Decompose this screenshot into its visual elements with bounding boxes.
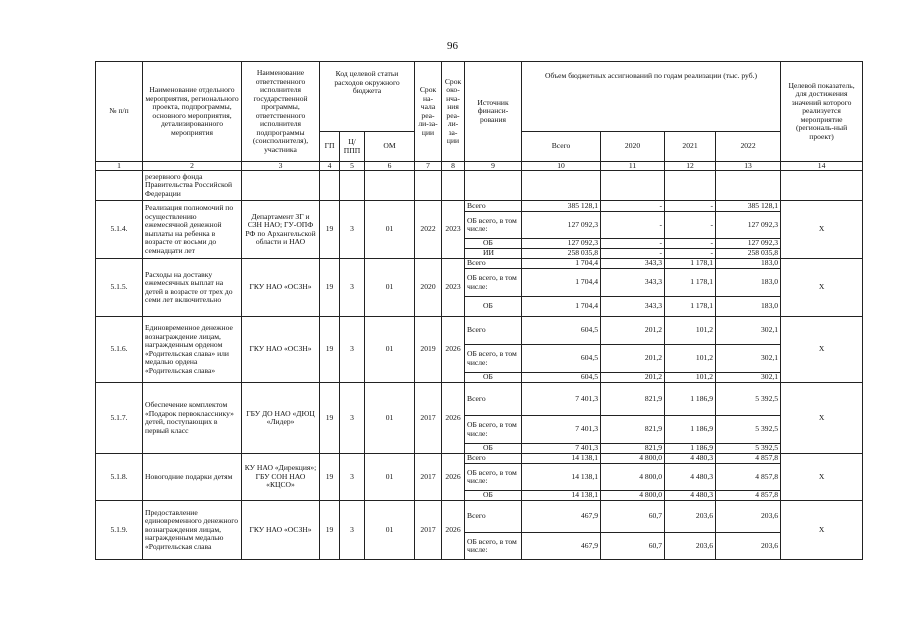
header-num: № п/п [96,62,143,162]
amount-total: 1 704,4 [522,269,601,297]
amount-2020: 343,3 [601,259,665,269]
amount-2022: 302,1 [716,373,781,383]
code-om: 01 [365,501,415,560]
start-year: 2017 [415,383,442,454]
header-2021: 2021 [665,132,716,162]
target-mark: X [781,317,863,383]
amount-total: 127 092,3 [522,239,601,249]
code-om: 01 [365,317,415,383]
end-year: 2026 [442,501,465,560]
code-om: 01 [365,201,415,259]
amount-2021: 203,6 [665,501,716,533]
amount-total: 7 401,3 [522,383,601,416]
colnum: 6 [365,162,415,171]
amount-2022: 5 392,5 [716,383,781,416]
amount-2021: 101,2 [665,345,716,373]
amount-2022: 5 392,5 [716,416,781,444]
source: Всего [465,454,522,464]
start-year: 2017 [415,454,442,501]
header-om: ОМ [365,132,415,162]
amount-total: 127 092,3 [522,212,601,239]
start-year: 2019 [415,317,442,383]
event-name: Реализация полномочий по осуществлению ежемесячной денежной выплаты на ребенка в возрасте от восьми до семнадцати лет [143,201,242,259]
amount-total: 7 401,3 [522,444,601,454]
amount-2022: 203,6 [716,533,781,560]
executor: ГКУ НАО «ОСЗН» [242,501,320,560]
executor: КУ НАО «Дирекция»; ГБУ СОН НАО «КЦСО» [242,454,320,501]
header-executor: Наименование ответственного исполнителя государственной программы, ответственного исполнителя подпрограммы (соисполнителя), участника [242,62,320,162]
header-source: Источник финанси-рования [465,62,522,162]
amount-2021: 203,6 [665,533,716,560]
page-number: 96 [447,40,458,52]
row-number: 5.1.6. [96,317,143,383]
amount-2022: 4 857,8 [716,464,781,491]
amount-2021: - [665,249,716,259]
code-gp: 19 [320,259,340,317]
amount-2020: 821,9 [601,444,665,454]
amount-2022: 183,0 [716,269,781,297]
amount-total: 14 138,1 [522,491,601,501]
amount-2020: 4 800,0 [601,491,665,501]
colnum: 7 [415,162,442,171]
amount-2021: - [665,201,716,212]
source: Всего [465,201,522,212]
event-name: Обеспечение комплектом «Подарок первокласснику» детей, поступающих в первый класс [143,383,242,454]
amount-2020: - [601,249,665,259]
amount-2022: 183,0 [716,259,781,269]
header-event-name: Наименование отдельного мероприятия, регионального проекта, подпрограммы, основного мероприятия, детализированного мероприятия [143,62,242,162]
amount-2021: 1 186,9 [665,444,716,454]
header-code-group: Код целевой статьи расходов окружного бюджета [320,62,415,132]
colnum: 14 [781,162,863,171]
header-ppp: Ц/ППП [340,132,365,162]
amount-2021: - [665,239,716,249]
amount-2022: 127 092,3 [716,239,781,249]
colnum: 3 [242,162,320,171]
amount-total: 467,9 [522,501,601,533]
amount-total: 14 138,1 [522,464,601,491]
row-number: 5.1.8. [96,454,143,501]
start-year: 2020 [415,259,442,317]
row-number: 5.1.4. [96,201,143,259]
executor: ГКУ НАО «ОСЗН» [242,259,320,317]
amount-2022: 203,6 [716,501,781,533]
amount-2021: - [665,212,716,239]
source: ОБ всего, в том числе: [465,464,522,491]
header-volume-group: Объем бюджетных ассигнований по годам реализации (тыс. руб.) [522,62,781,132]
code-gp: 19 [320,501,340,560]
target-mark: X [781,201,863,259]
source: ОБ всего, в том числе: [465,269,522,297]
header-end: Срок око-нча-ния реа-ли-за-ции [442,62,465,162]
amount-2022: 183,0 [716,297,781,317]
executor: Департамент ЗГ и СЗН НАО; ГУ-ОПФ РФ по Архангельской области и НАО [242,201,320,259]
event-name: Расходы на доставку ежемесячных выплат на детей в возрасте от трех до семи лет включительно [143,259,242,317]
amount-2020: 4 800,0 [601,464,665,491]
code-ppp: 3 [340,259,365,317]
source: ОБ [465,297,522,317]
header-total: Всего [522,132,601,162]
end-year: 2026 [442,317,465,383]
amount-2020: 821,9 [601,416,665,444]
source: Всего [465,317,522,345]
amount-2020: 343,3 [601,269,665,297]
colnum: 2 [143,162,242,171]
amount-2020: 4 800,0 [601,454,665,464]
amount-2020: 821,9 [601,383,665,416]
amount-total: 604,5 [522,317,601,345]
source: Всего [465,383,522,416]
amount-2020: 201,2 [601,373,665,383]
source: ОБ [465,444,522,454]
amount-2021: 101,2 [665,317,716,345]
code-om: 01 [365,383,415,454]
end-year: 2026 [442,454,465,501]
code-gp: 19 [320,201,340,259]
code-ppp: 3 [340,454,365,501]
start-year: 2017 [415,501,442,560]
end-year: 2023 [442,201,465,259]
table-row [96,201,863,212]
code-om: 01 [365,454,415,501]
colnum: 8 [442,162,465,171]
executor: ГБУ ДО НАО «ДЮЦ «Лидер» [242,383,320,454]
amount-2022: 5 392,5 [716,444,781,454]
code-om: 01 [365,259,415,317]
amount-total: 604,5 [522,373,601,383]
source: ОБ всего, в том числе: [465,345,522,373]
table-row [96,317,863,345]
source: ОБ всего, в том числе: [465,533,522,560]
amount-2021: 4 480,3 [665,464,716,491]
start-year: 2022 [415,201,442,259]
event-name: Предоставление единовременного денежного вознаграждения лицам, награжденным медалью «Родительская слава [143,501,242,560]
amount-2021: 1 178,1 [665,297,716,317]
source: ИИ [465,249,522,259]
event-name: Новогодние подарки детям [143,454,242,501]
colnum: 12 [665,162,716,171]
amount-2022: 127 092,3 [716,212,781,239]
colnum: 1 [96,162,143,171]
colnum: 4 [320,162,340,171]
continuation-row [96,171,863,201]
amount-2021: 101,2 [665,373,716,383]
amount-2022: 4 857,8 [716,454,781,464]
code-gp: 19 [320,454,340,501]
header-target: Целевой показатель, для достижения значений которого реализуется мероприятие (региональ-ный проект) [781,62,863,162]
amount-total: 1 704,4 [522,297,601,317]
column-numbers-row [96,162,863,171]
amount-2022: 302,1 [716,317,781,345]
amount-2022: 302,1 [716,345,781,373]
row-number: 5.1.7. [96,383,143,454]
source: ОБ всего, в том числе: [465,212,522,239]
table-row [96,259,863,269]
amount-2020: - [601,239,665,249]
amount-total: 385 128,1 [522,201,601,212]
amount-total: 604,5 [522,345,601,373]
amount-2020: 60,7 [601,533,665,560]
table-row [96,454,863,464]
amount-2020: - [601,201,665,212]
executor: ГКУ НАО «ОСЗН» [242,317,320,383]
end-year: 2023 [442,259,465,317]
end-year: 2026 [442,383,465,454]
header-start: Срок на-чала реа-ли-за-ции [415,62,442,162]
amount-2020: 201,2 [601,317,665,345]
amount-total: 14 138,1 [522,454,601,464]
source: Всего [465,259,522,269]
amount-2022: 4 857,8 [716,491,781,501]
target-mark: X [781,383,863,454]
source: Всего [465,501,522,533]
amount-2021: 4 480,3 [665,491,716,501]
header-2020: 2020 [601,132,665,162]
colnum: 11 [601,162,665,171]
budget-table [95,61,863,560]
amount-2021: 1 178,1 [665,259,716,269]
code-gp: 19 [320,383,340,454]
code-gp: 19 [320,317,340,383]
amount-2021: 1 186,9 [665,416,716,444]
amount-2021: 4 480,3 [665,454,716,464]
amount-total: 258 035,8 [522,249,601,259]
source: ОБ [465,373,522,383]
table-row [96,501,863,533]
source: ОБ [465,491,522,501]
code-ppp: 3 [340,383,365,454]
amount-2020: 201,2 [601,345,665,373]
source: ОБ всего, в том числе: [465,416,522,444]
source: ОБ [465,239,522,249]
amount-2020: - [601,212,665,239]
code-ppp: 3 [340,501,365,560]
colnum: 13 [716,162,781,171]
colnum: 10 [522,162,601,171]
amount-2020: 60,7 [601,501,665,533]
target-mark: X [781,259,863,317]
table-row [96,383,863,416]
event-name: Единовременное денежное вознаграждение лицам, награжденным орденом «Родительская слава» или медалью ордена «Родительская слава» [143,317,242,383]
row-number: 5.1.9. [96,501,143,560]
target-mark: X [781,501,863,560]
amount-2021: 1 178,1 [665,269,716,297]
amount-total: 7 401,3 [522,416,601,444]
header-gp: ГП [320,132,340,162]
amount-2021: 1 186,9 [665,383,716,416]
amount-2020: 343,3 [601,297,665,317]
row-number: 5.1.5. [96,259,143,317]
header-2022: 2022 [716,132,781,162]
amount-2022: 385 128,1 [716,201,781,212]
target-mark: X [781,454,863,501]
amount-total: 1 704,4 [522,259,601,269]
colnum: 9 [465,162,522,171]
header-row [96,62,863,132]
code-ppp: 3 [340,201,365,259]
amount-total: 467,9 [522,533,601,560]
amount-2022: 258 035,8 [716,249,781,259]
code-ppp: 3 [340,317,365,383]
continuation-text: резервного фонда Правительства Российской Федерации [143,171,242,201]
colnum: 5 [340,162,365,171]
